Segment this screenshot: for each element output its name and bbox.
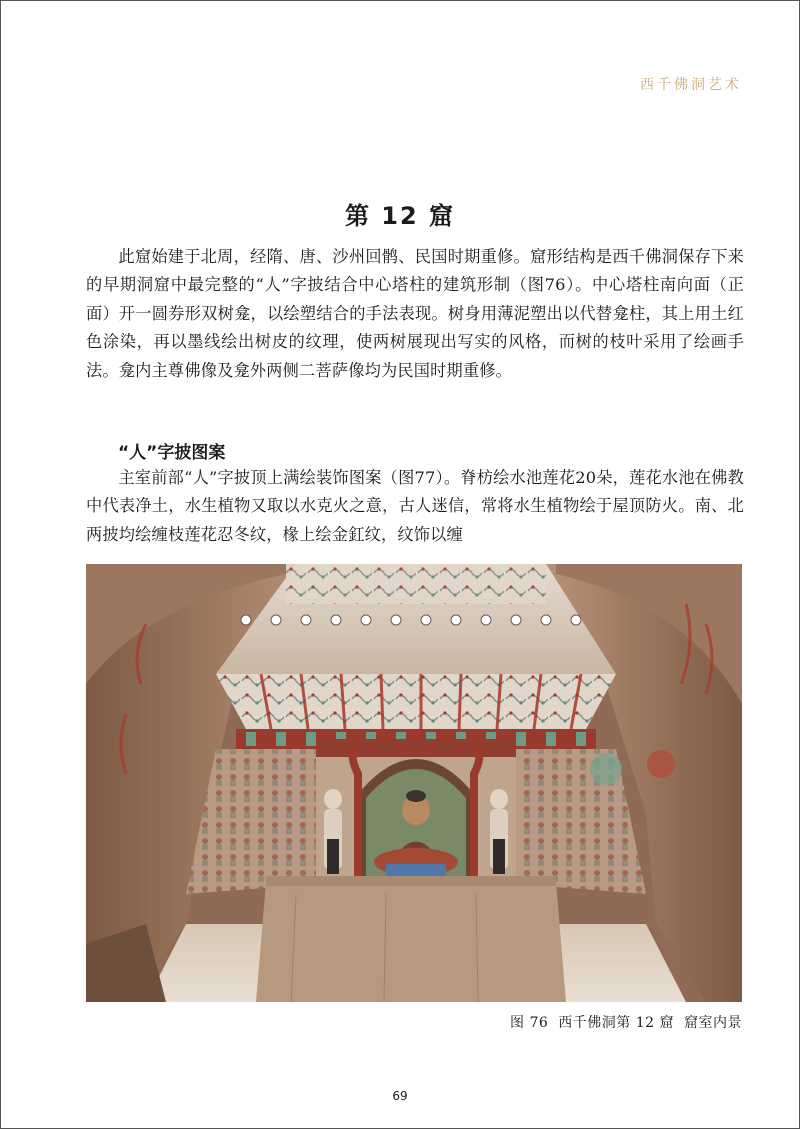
figure-subtitle: 窟室内景 bbox=[684, 1015, 742, 1031]
figure-number: 图 76 bbox=[510, 1015, 549, 1031]
section-heading: “人”字披图案 bbox=[118, 443, 226, 463]
section-paragraph bbox=[86, 464, 744, 549]
intro-paragraph bbox=[86, 243, 744, 385]
chapter-title: 第 12 窟 bbox=[344, 202, 456, 230]
intro-paragraph-text: 此窟始建于北周，经隋、唐、沙州回鹘、民国时期重修。窟形结构是西千佛洞保存下来的早期洞窟中最完整的“人”字披结合中心塔柱的建筑形制（图76）。中心塔柱南向面（正面）开一圆券形双树龛，以绘塑结合的手法表现。树身用薄泥塑出以代替龛柱，其上用土红色涂染，再以墨线绘出树皮的纹理，使两树展现出写实的风格，而树的枝叶采用了绘画手法。龛内主尊佛像及龛外两侧二菩萨像均为民国时期重修。 bbox=[86, 247, 744, 380]
cave-interior-photo bbox=[86, 564, 742, 1002]
figure-caption bbox=[500, 1012, 742, 1032]
running-header: 西千佛洞艺术 bbox=[640, 77, 742, 93]
section-paragraph-text: 主室前部“人”字披顶上满绘装饰图案（图77）。脊枋绘水池莲花20朵，莲花水池在佛教中代表净土，水生植物又取以水克火之意，古人迷信，常将水生植物绘于屋顶防火。南、北两披均绘缠枝莲花忍冬纹，椽上绘金釭纹，纹饰以缠 bbox=[86, 468, 744, 544]
page-number: 69 bbox=[392, 1089, 408, 1103]
figure-title: 西千佛洞第 12 窟 bbox=[558, 1015, 674, 1031]
